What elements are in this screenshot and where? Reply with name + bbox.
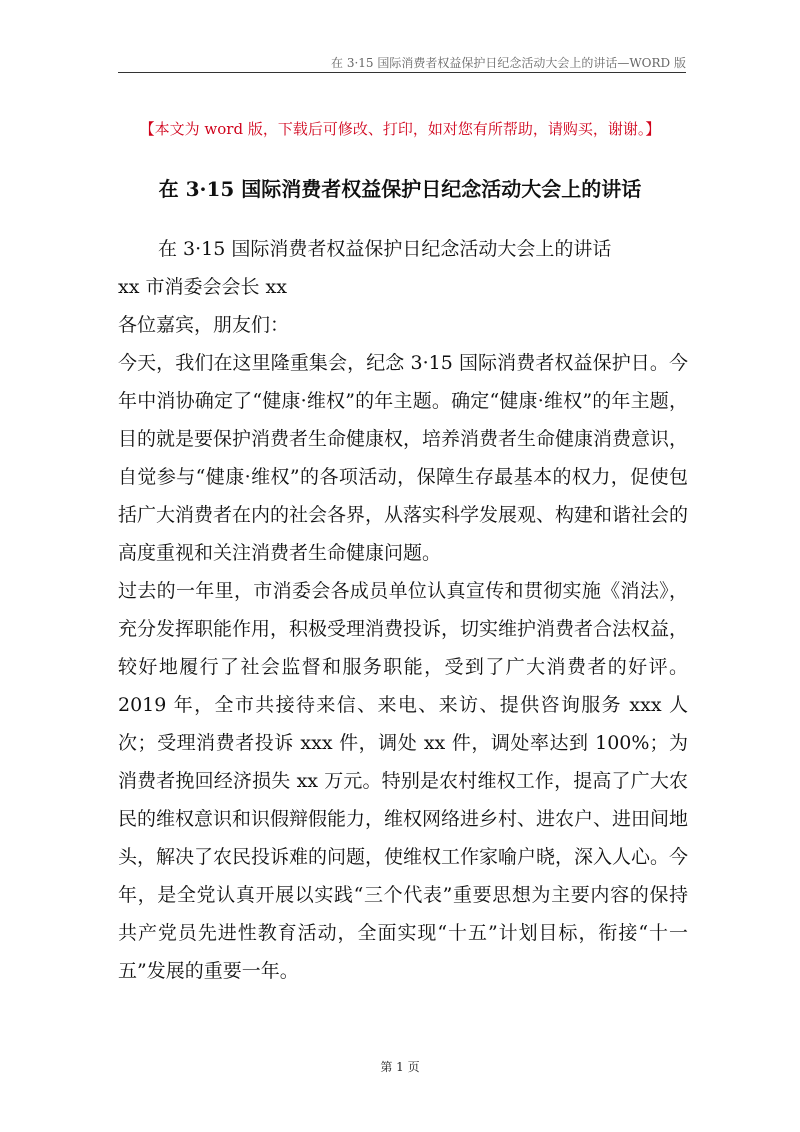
header-divider bbox=[118, 72, 686, 73]
page-number: 第 1 页 bbox=[380, 1060, 420, 1074]
paragraph-2: 过去的一年里，市消委会各成员单位认真宣传和贯彻实施《消法》，充分发挥职能作用，积极受理消费投诉，切实维护消费者合法权益，较好地履行了社会监督和服务职能，受到了广大消费者的好评。2019 年，全市共接待来信、来电、来访、提供咨询服务 xxx 人次；受理消费者投诉 xxx 件，调处 xx 件，调处率达到 100%；为消费者挽回经济损失 xx 万元。特别是农村维权工作，提高了广大农民的维权意识和识假辩假能力，维权网络进乡村、进农户、进田间地头，解决了农民投诉难的问题，使维权工作家喻户晓，深入人心。今年，是全党认真开展以实践“三个代表”重要思想为主要内容的保持共产党员先进性教育活动，全面实现“十五”计划目标，衔接“十一五”发展的重要一年。 bbox=[118, 580, 689, 982]
speaker-line: xx 市消委会会长 xx bbox=[118, 276, 287, 298]
document-body bbox=[118, 230, 688, 990]
speech-subtitle: 在 3·15 国际消费者权益保护日纪念活动大会上的讲话 bbox=[158, 238, 612, 260]
purchase-notice: 【本文为 word 版，下载后可修改、打印，如对您有所帮助，请购买，谢谢。】 bbox=[139, 120, 661, 138]
paragraph-1: 今天，我们在这里隆重集会，纪念 3·15 国际消费者权益保护日。今年中消协确定了“健康·维权”的年主题。确定“健康·维权”的年主题，目的就是要保护消费者生命健康权，培养消费者生命健康消费意识，自觉参与“健康·维权”的各项活动，保障生存最基本的权力，促使包括广大消费者在内的社会各界，从落实科学发展观、构建和谐社会的高度重视和关注消费者生命健康问题。 bbox=[118, 352, 689, 564]
greeting-line: 各位嘉宾，朋友们： bbox=[118, 314, 290, 336]
document-title: 在 3·15 国际消费者权益保护日纪念活动大会上的讲话 bbox=[158, 177, 642, 201]
running-header: 在 3·15 国际消费者权益保护日纪念活动大会上的讲话—WORD 版 bbox=[331, 56, 686, 70]
